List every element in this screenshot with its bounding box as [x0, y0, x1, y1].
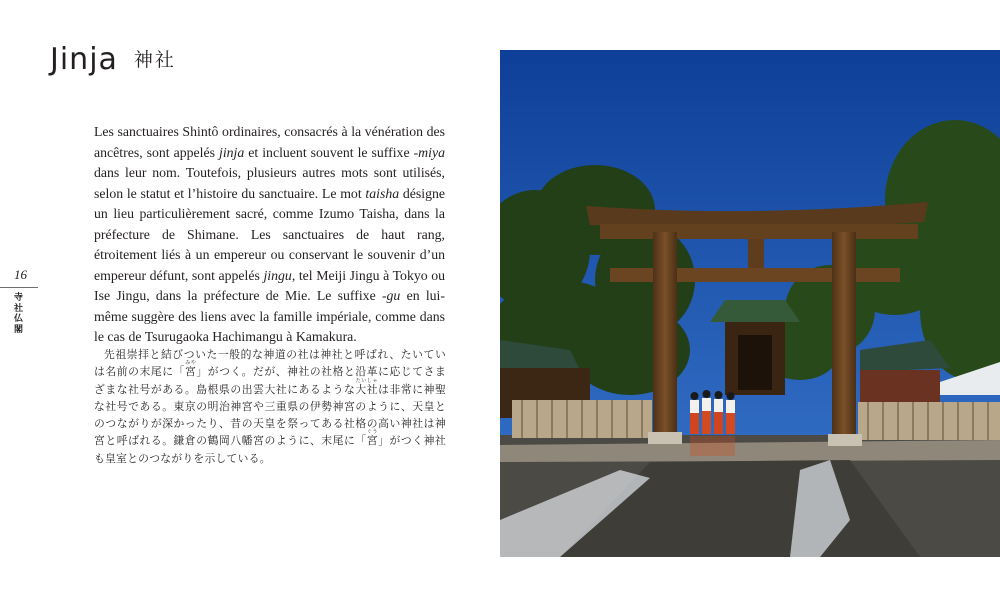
- fence-left: [512, 400, 652, 438]
- body-text-japanese: [94, 346, 446, 467]
- japanese-text-part-1: 先祖崇拝と結びついた一般的な神道の社は神社と呼ばれ、たいていは名前の末尾に「: [94, 348, 446, 379]
- ruby-miya-base: 宮: [184, 365, 197, 379]
- fence-right: [858, 402, 1000, 440]
- section-label: 寺社仏閣: [14, 293, 24, 335]
- torii-left-base: [648, 432, 682, 444]
- title-kanji: 神社: [133, 49, 176, 71]
- ruby-gu-reading: ぐう: [366, 429, 378, 436]
- ruby-gu: [366, 429, 379, 448]
- japanese-text-part-3: は非常に神聖な社号である。東京の明治神宮や三重県の伊勢神宮のように、天皇とのつながりが深かったり、昔の天皇を祭ってある社格の高い神社は神宮と呼ばれる。鎌倉の鶴岡八幡宮のように、末尾に「: [94, 382, 447, 448]
- japanese-text-part-4: 」がつく神社も皇室とのつながりを示している。: [94, 434, 447, 465]
- ruby-taisha-reading: たいしゃ: [355, 377, 378, 384]
- ruby-taisha-base: 大社: [355, 382, 379, 396]
- torii-right-base: [828, 434, 862, 446]
- shrine-photo: [500, 50, 1000, 557]
- torii-gate-illustration: [500, 50, 1000, 557]
- page-title: [50, 40, 176, 80]
- folio-divider: [0, 287, 38, 288]
- page-number: 16: [14, 267, 27, 282]
- ruby-taisha: [355, 377, 379, 396]
- body-text-french: Les sanctuaires Shintô ordinaires, consacrés à la vénération des ancêtres, sont appelés jinja et incluent souvent le suffixe -miya dans leur nom. Toutefois, plusieurs autres mots sont utilisés, selon le statut et l’histoire du sanctuaire. Le mot taisha désigne un lieu particulièrement sacré, comme Izumo Taisha, dans la préfecture de Shimane. Les sanctuaires de haut rang, étroitement liés à un empereur ou conservant le souvenir d’un empereur défunt, sont appelés jingu, tel Meiji Jingu à Tokyo ou Ise Jingu, dans la préfecture de Mie. Le suffixe -gu en lui-même suggère des liens avec la famille impériale, comme dans le cas de Tsurugaoka Hachimangu à Kamakura.: [94, 124, 446, 344]
- japanese-text-part-2: 」がつく。だが、神社の社格と沿革に応じてさまざまな社号がある。島根県の出雲大社にあるような: [94, 365, 446, 396]
- title-latin: Jinja: [50, 42, 118, 77]
- ruby-miya: [184, 360, 197, 379]
- torii-right-pillar: [832, 232, 856, 444]
- ruby-miya-reading: みや: [184, 360, 197, 367]
- torii-left-pillar: [653, 232, 677, 442]
- torii-gakuzuka: [748, 239, 764, 269]
- ruby-gu-base: 宮: [366, 434, 379, 448]
- torii-shimaki: [600, 224, 918, 239]
